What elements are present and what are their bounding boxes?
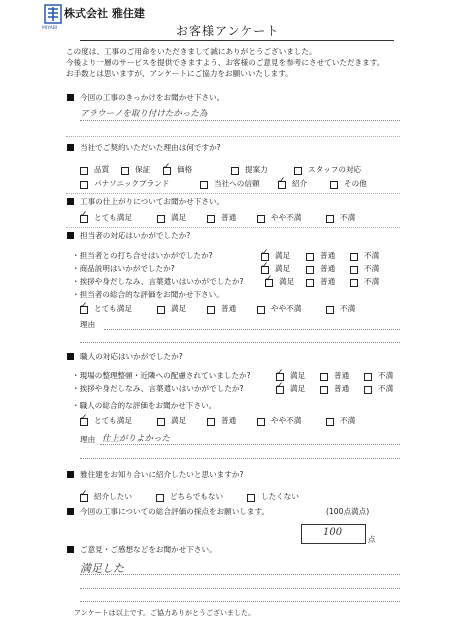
check-mark-icon: ✓	[261, 248, 269, 258]
checkbox-q4o-normal[interactable]	[207, 306, 215, 314]
checkbox-quality[interactable]	[80, 167, 88, 175]
q1-answer-line	[80, 120, 400, 121]
q8-line-1	[80, 574, 400, 575]
option-price: 価格	[177, 165, 193, 174]
q5r2-normal: 普通	[334, 384, 350, 393]
q1-question: 今回の工事のきっかけをお聞かせ下さい。	[80, 93, 225, 102]
q4-row1-label: ・担当者との打ち合せはいかがでしたか?	[72, 251, 213, 260]
q6-option-recommend: 紹介したい	[94, 492, 132, 501]
q2-separator	[66, 193, 400, 194]
check-mark-icon: ✓	[80, 489, 88, 499]
q5r1-dissatisfied: 不満	[378, 371, 394, 380]
option-quality: 品質	[94, 165, 110, 174]
q4r2-normal: 普通	[320, 264, 336, 273]
q6-option-not-recommend: したくない	[261, 492, 299, 501]
q5o-very-satisfied: とても満足	[94, 416, 132, 425]
checkbox-q6-not-recommend[interactable]	[247, 494, 255, 502]
q5-overall-label: ・職人の総合的な評価をお聞かせ下さい。	[72, 401, 217, 410]
option-other: その他	[344, 179, 367, 188]
bullet-q2	[67, 144, 74, 151]
q3-option-somewhat-dissatisfied: やや不満	[271, 213, 302, 222]
title-underline	[80, 40, 394, 41]
q4-reason-line-1	[104, 329, 400, 330]
checkbox-proposal[interactable]	[231, 167, 239, 175]
q4-overall-label: ・担当者の総合的な評価をお聞かせ下さい。	[72, 290, 224, 299]
q4o-dissatisfied: 不満	[340, 304, 356, 313]
q3-option-satisfied: 満足	[171, 213, 187, 222]
company-name: 株式会社 雅住建	[64, 7, 145, 20]
q5o-normal: 普通	[221, 416, 237, 425]
q7-note: (100点満点)	[326, 507, 370, 516]
checkbox-q6-neutral[interactable]	[156, 494, 164, 502]
q8-question: ご意見・ご感想などをお聞かせ下さい。	[80, 545, 217, 554]
check-mark-icon: ✓	[261, 261, 269, 271]
option-trust: 当社への信頼	[214, 179, 260, 188]
q4o-normal: 普通	[221, 304, 237, 313]
intro-line-1: この度は、工事のご用命をいただきまして誠にありがとうございました。	[66, 47, 317, 56]
intro-line-2: 今後より一層のサービスを提供できますよう、お客様のご意見を参考にさせていただきます。	[66, 58, 385, 67]
checkbox-q5r1-normal[interactable]	[320, 373, 328, 381]
footer-text: アンケートは以上です。ご協力ありがとうございました。	[74, 609, 256, 617]
option-proposal: 提案力	[245, 165, 268, 174]
checkbox-q3-dissatisfied[interactable]	[326, 215, 334, 223]
q3-question: 工事の仕上がりについてお聞かせ下さい。	[80, 197, 225, 206]
score-unit: 点	[368, 535, 376, 544]
checkbox-q5r1-dissatisfied[interactable]	[364, 373, 372, 381]
q5-row1-label: ・現場の整理整頓・近隣への配慮されていましたか?	[72, 371, 251, 380]
page-title: お客様アンケート	[176, 24, 280, 38]
checkbox-q4r1-normal[interactable]	[306, 253, 314, 261]
checkbox-panasonic[interactable]	[80, 181, 88, 189]
option-staff: スタッフの対応	[308, 165, 362, 174]
checkbox-other[interactable]	[330, 181, 338, 189]
q8-answer: 満足した	[80, 562, 124, 575]
score-value: 100	[323, 527, 343, 538]
option-warranty: 保証	[135, 165, 151, 174]
q4r2-dissatisfied: 不満	[364, 264, 380, 273]
q8-line-2	[80, 588, 400, 589]
q3-option-very-satisfied: とても満足	[94, 213, 132, 222]
q6-option-neutral: どちらでもない	[170, 492, 224, 501]
q5o-satisfied: 満足	[171, 416, 187, 425]
q5r1-satisfied: 満足	[290, 371, 306, 380]
checkbox-staff[interactable]	[294, 167, 302, 175]
q4r3-satisfied: 満足	[279, 277, 295, 286]
bullet-q3	[67, 198, 74, 205]
checkbox-q4r1-dissatisfied[interactable]	[350, 253, 358, 261]
q4o-satisfied: 満足	[171, 304, 187, 313]
checkbox-q5r2-dissatisfied[interactable]	[364, 386, 372, 394]
q1-answer: アラウーノを取り付けたかった為	[80, 109, 208, 119]
check-mark-icon: ✓	[276, 368, 284, 378]
checkbox-q4r2-normal[interactable]	[306, 266, 314, 274]
bullet-q4	[67, 232, 74, 239]
q4-row2-label: ・商品説明はいかがでしたか?	[72, 264, 175, 273]
q5-question: 職人の対応はいかがでしたか?	[80, 352, 183, 361]
checkbox-q4o-satisfied[interactable]	[157, 306, 165, 314]
check-mark-icon: ✓	[265, 274, 273, 284]
q4r3-normal: 普通	[320, 277, 336, 286]
q4r1-normal: 普通	[320, 251, 336, 260]
q4o-very-satisfied: とても満足	[94, 304, 132, 313]
q1-separator	[66, 136, 400, 137]
checkbox-q4r2-dissatisfied[interactable]	[350, 266, 358, 274]
intro-line-3: お手数とは思いますが、アンケートにご協力をお願いいたします。	[66, 69, 293, 78]
check-mark-icon: ✓	[80, 413, 88, 423]
q3-separator	[66, 227, 400, 228]
logo-subtext: MIYABI	[42, 26, 58, 31]
q4r1-dissatisfied: 不満	[364, 251, 380, 260]
q5-row2-label: ・挨拶や身だしなみ、言葉遣いはいかがでしたか?	[72, 384, 244, 393]
q4r3-dissatisfied: 不満	[364, 277, 380, 286]
checkbox-q3-satisfied[interactable]	[157, 215, 165, 223]
q4o-somewhat-dissatisfied: やや不満	[271, 304, 302, 313]
q3-option-dissatisfied: 不満	[340, 213, 356, 222]
q5r2-dissatisfied: 不満	[378, 384, 394, 393]
q4-reason-line-2	[80, 342, 400, 343]
checkbox-q5o-dissatisfied[interactable]	[326, 418, 334, 426]
checkbox-q4o-dissatisfied[interactable]	[326, 306, 334, 314]
q4-row3-label: ・挨拶や身だしなみ、言葉遣いはいかがでしたか?	[72, 277, 244, 286]
q4r1-satisfied: 満足	[275, 251, 291, 260]
checkbox-q3-normal[interactable]	[207, 215, 215, 223]
q8-line-3	[80, 601, 400, 602]
q5-reason-line-2	[80, 458, 400, 459]
checkbox-q5o-somewhat-dissatisfied[interactable]	[257, 418, 265, 426]
checkbox-q5o-normal[interactable]	[207, 418, 215, 426]
checkbox-trust[interactable]	[200, 181, 208, 189]
q5r1-normal: 普通	[334, 371, 350, 380]
q4-reason-label: 理由	[80, 320, 96, 329]
q6-question: 雅住建をお知り合いに紹介したいと思いますか?	[80, 470, 244, 479]
check-mark-icon: ✓	[163, 162, 171, 172]
check-mark-icon: ✓	[276, 381, 284, 391]
checkbox-q5o-satisfied[interactable]	[157, 418, 165, 426]
q4-question: 担当者の対応はいかがでしたか?	[80, 231, 191, 240]
q3-option-normal: 普通	[221, 213, 237, 222]
q5-reason-label: 理由	[80, 435, 96, 444]
check-mark-icon: ✓	[80, 210, 88, 220]
check-mark-icon: ✓	[80, 301, 88, 311]
bullet-q7	[67, 508, 74, 515]
q4r2-satisfied: 満足	[275, 264, 291, 273]
bullet-q1	[67, 94, 74, 101]
checkbox-q5r2-normal[interactable]	[320, 386, 328, 394]
checkbox-q4r3-normal[interactable]	[306, 279, 314, 287]
checkbox-q3-somewhat-dissatisfied[interactable]	[257, 215, 265, 223]
option-panasonic: パナソニックブランド	[94, 179, 170, 188]
q5o-somewhat-dissatisfied: やや不満	[271, 416, 302, 425]
checkbox-q4r3-dissatisfied[interactable]	[350, 279, 358, 287]
checkbox-warranty[interactable]	[121, 167, 129, 175]
q5r2-satisfied: 満足	[290, 384, 306, 393]
q7-question: 今回の工事についての総合評価の採点をお願いします。	[80, 507, 270, 516]
q5-reason-answer: 仕上がりよかった	[102, 434, 171, 444]
checkbox-q4o-somewhat-dissatisfied[interactable]	[257, 306, 265, 314]
q5o-dissatisfied: 不満	[340, 416, 356, 425]
check-mark-icon: ✓	[278, 176, 286, 186]
bullet-q5	[67, 353, 74, 360]
q2-question: 当社でご契約いただいた理由は何ですか?	[80, 143, 221, 152]
option-referral: 紹介	[292, 179, 308, 188]
q5-reason-line-1	[100, 444, 400, 445]
bullet-q6	[67, 471, 74, 478]
bullet-q8	[67, 546, 74, 553]
